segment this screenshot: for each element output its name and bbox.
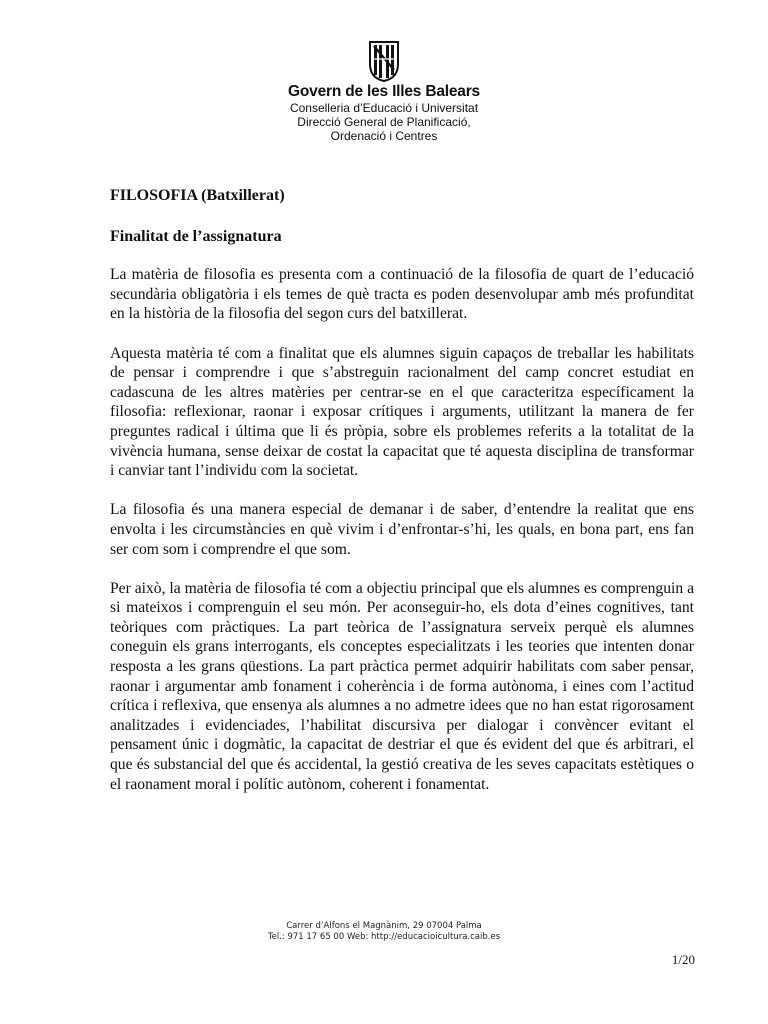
paragraph-4: Per això, la matèria de filosofia té com a objectiu principal que els alumnes es comprenguin a si mateixos i comprenguin el seu món. Per aconseguir-ho, els dota d’eines cognitives, tant teòriques com pràctiques. La part teòrica de l’assignatura serveix perquè els alumnes coneguin els grans interrogants, els conceptes especialitzats i les teories que intenten donar resposta a les grans qüestions. La part pràctica permet adquirir habilitats com saber pensar, raonar i argumentar amb fonament i coherència i de forma autònoma, i eines com l’actitud crítica i reflexiva, que ensenya als alumnes a no admetre idees que no han estat rigorosament analitzades i evidenciades, l’habilitat discursiva per dialogar i convèncer evitant el pensament únic i dogmàtic, la capacitat de destriar el que és evident del que és arbitrari, el que és substancial del que és accidental, la gestió creativa de les seves capacitats estètiques o el raonament moral i polític autònom, coherent i fonamentat.	[110, 579, 694, 793]
document-title: FILOSOFIA (Batxillerat)	[110, 187, 285, 204]
footer-address: Carrer d’Alfons el Magnànim, 29 07004 Palma	[286, 921, 482, 931]
page-footer	[0, 921, 768, 943]
department-line-2: Direcció General de Planificació,	[297, 115, 471, 129]
page-number: 1/20	[671, 952, 695, 967]
footer-contact: Tel.: 971 17 65 00 Web: http://educacioicultura.caib.es	[267, 932, 501, 942]
paragraph-3: La filosofia és una manera especial de demanar i de saber, d’entendre la realitat que ens envolta i les circumstàncies en què vivim i d’enfrontar-s’hi, les quals, en bona part, ens fan ser com som i comprendre el que som.	[110, 501, 694, 558]
paragraph-2: Aquesta matèria té com a finalitat que els alumnes siguin capaços de treballar les habilitats de pensar i comprendre i que s’abstreguin racionalment del camp concret estudiat en cadascuna de les altres matèries per centrar-se en el que caracteritza específicament la filosofia: reflexionar, raonar i exposar crítiques i arguments, utilitzant la manera de fer preguntes radical i última que li és pròpia, sobre els problemes referits a la totalitat de la vivència humana, sense deixar de costat la capacitat que té aquesta disciplina de transformar i canviar tant l’individu com la societat.	[110, 344, 694, 480]
paragraph-1: La matèria de filosofia es presenta com a continuació de la filosofia de quart de l’educació secundària obligatòria i els temes de què tracta es poden desenvolupar amb més profunditat en la història de la filosofia del segon curs del batxillerat.	[110, 266, 694, 323]
document-body	[110, 186, 694, 814]
department-line-3: Ordenació i Centres	[330, 129, 438, 143]
section-title: Finalitat de l’assignatura	[110, 227, 282, 245]
balearic-coat-of-arms-icon	[367, 40, 401, 82]
department-line-1: Conselleria d’Educació i Universitat	[289, 101, 479, 115]
government-name: Govern de les Illes Balears	[288, 83, 480, 100]
letterhead	[0, 40, 768, 143]
